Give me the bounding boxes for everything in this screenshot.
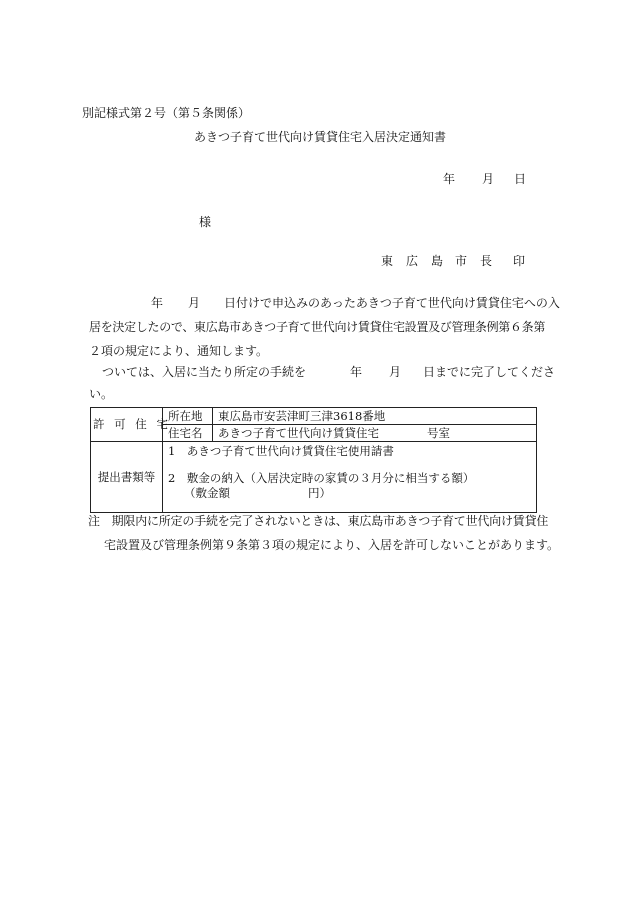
deposit-yen: 円） — [308, 486, 331, 500]
body-line-2: 居を決定したので、東広島市あきつ子育て世代向け賃貸住宅設置及び管理条例第６条第 — [89, 320, 546, 334]
document-title: あきつ子育て世代向け賃貸住宅入居決定通知書 — [194, 130, 447, 144]
date-day: 日 — [514, 172, 527, 186]
deadline-year: 年 — [350, 365, 363, 379]
permit-table — [90, 407, 537, 513]
form-label: 別記様式第２号（第５条関係） — [82, 106, 251, 120]
location-value: 東広島市安芸津町三津3618番地 — [213, 408, 537, 425]
note-line-1: 注 期限内に所定の手続を完了されないときは、東広島市あきつ子育て世代向け賃貸住 — [88, 514, 549, 528]
body-line-4-end: 日までに完了してくださ — [423, 365, 556, 379]
housing-name-cell — [213, 425, 537, 442]
room-suffix: 号室 — [427, 425, 450, 440]
addressee-honorific: 様 — [199, 215, 212, 229]
date-month: 月 — [482, 172, 495, 186]
documents-label: 提出書類等 — [91, 442, 163, 513]
permit-housing-label: 許 可 住 宅 — [91, 408, 163, 442]
housing-name-value: あきつ子育て世代向け賃貸住宅 — [218, 425, 379, 440]
date-year: 年 — [443, 172, 456, 186]
issuer-char-4: 市 — [455, 254, 468, 268]
doc-item-1: 1 あきつ子育て世代向け賃貸住宅使用請書 — [168, 444, 394, 458]
issuer-char-1: 東 — [381, 254, 394, 268]
note-line-2: 宅設置及び管理条例第９条第３項の規定により、入居を許可しないことがあります。 — [104, 538, 560, 552]
body-line-1: 日付けで申込みのあったあきつ子育て世代向け賃貸住宅への入 — [224, 296, 560, 310]
deposit-amount-label: （敷金額 — [184, 486, 230, 500]
issuer-char-2: 広 — [406, 254, 419, 268]
body-line-5: い。 — [89, 387, 114, 401]
deadline-month: 月 — [389, 365, 402, 379]
doc-spacer — [168, 459, 531, 471]
issuer-seal: 印 — [513, 254, 526, 268]
issuer-char-5: 長 — [480, 254, 493, 268]
location-label: 所在地 — [163, 408, 213, 425]
table-row — [91, 442, 537, 513]
issuer-char-3: 島 — [431, 254, 444, 268]
doc-item-2: 2 敷金の納入（入居決定時の家賃の３月分に相当する額） — [168, 471, 475, 485]
body-year: 年 — [151, 296, 164, 310]
documents-list — [163, 442, 537, 513]
doc-item-2-deposit — [168, 486, 531, 501]
body-line-4: ついては、入居に当たり所定の手続を — [102, 365, 307, 379]
body-month: 月 — [188, 296, 201, 310]
body-line-3: ２項の規定により、通知します。 — [89, 344, 269, 358]
housing-name-label: 住宅名 — [163, 425, 213, 442]
table-row — [91, 408, 537, 425]
